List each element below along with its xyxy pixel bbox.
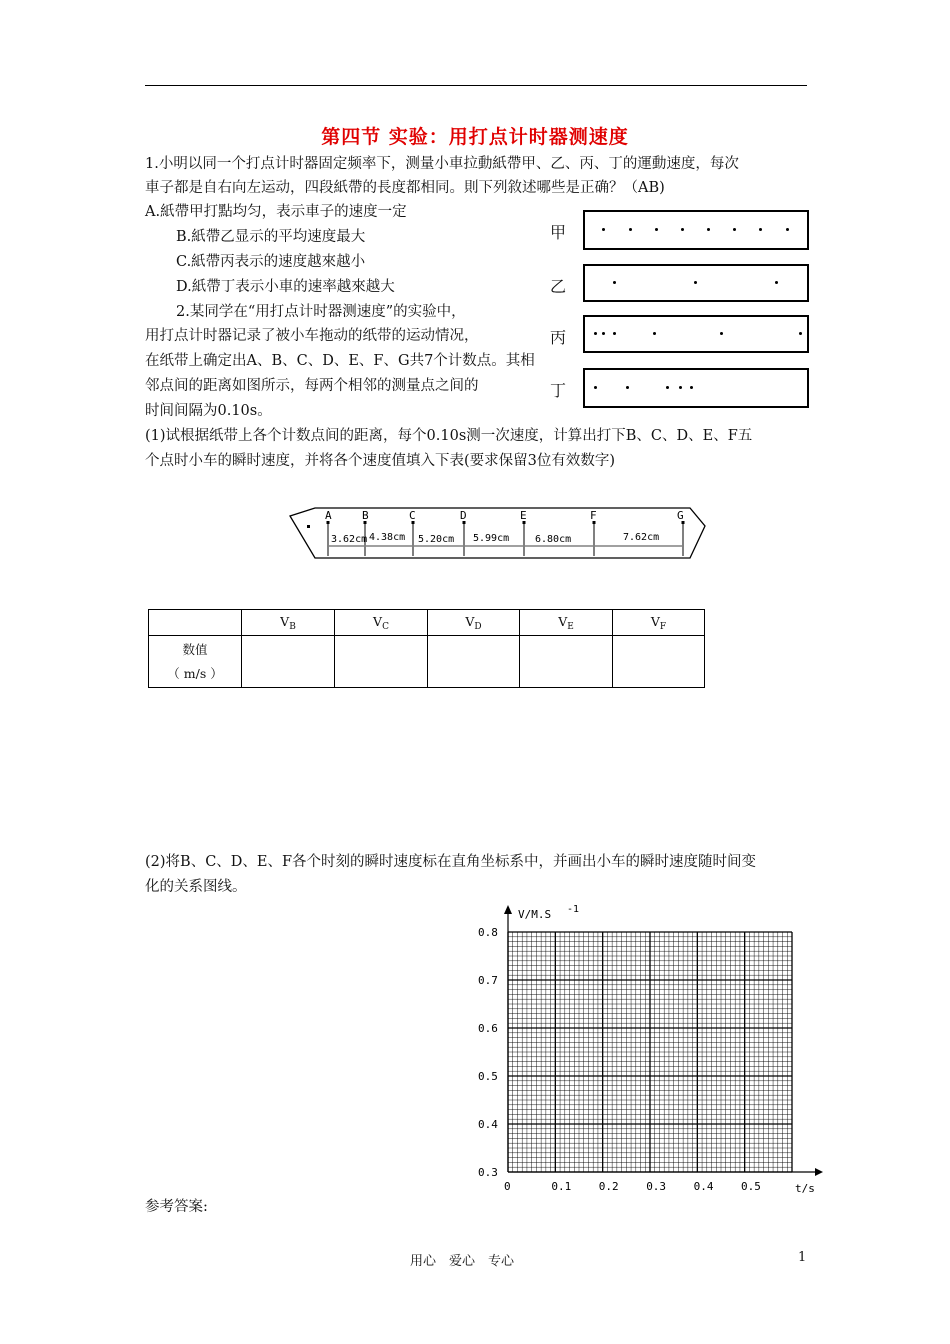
q2-part2-line-2: 化的关系图线。 <box>145 879 247 895</box>
table-row-label <box>149 636 242 688</box>
page-title: 第四节 实验：用打点计时器测速度 <box>321 126 629 148</box>
strip-label-b: B <box>362 509 369 522</box>
q2-part1-line-2: 个点时小车的瞬时速度，并将各个速度值填入下表(要求保留3位有效数字) <box>145 453 616 469</box>
velocity-time-graph <box>470 900 825 1200</box>
q1-line-1: 1.小明以同一个打点计时器固定频率下，测量小車拉動紙帶甲、乙、丙、丁的運動速度，每次 <box>145 156 739 172</box>
tape-dot <box>613 332 616 335</box>
tape-dot <box>733 228 736 231</box>
q2-intro-2: 用打点计时器记录了被小车拖动的纸带的运动情况， <box>145 328 479 344</box>
strip-distance-ab: 3.62cm <box>331 534 368 545</box>
q2-intro-5: 时间间隔为0.10s。 <box>145 403 272 419</box>
table-cell-vf[interactable] <box>613 636 705 688</box>
tape-dot <box>786 228 789 231</box>
y-tick-label: 0.4 <box>478 1118 498 1131</box>
x-tick-label: 0.1 <box>551 1180 572 1193</box>
tape-label-bing: 丙 <box>550 328 567 347</box>
strip-distance-ef: 6.80cm <box>535 534 572 545</box>
tape-dot <box>629 228 632 231</box>
q2-part1-line-1: (1)试根据纸带上各个计数点间的距离，每个0.10s测一次速度，计算出打下B、C、D、E、F五 <box>145 428 753 444</box>
tape-dot <box>707 228 710 231</box>
y-tick-label: 0.6 <box>478 1022 498 1035</box>
table-corner <box>149 610 242 636</box>
tape-dot <box>602 332 605 335</box>
strip-distance-fg: 7.62cm <box>623 532 660 543</box>
tape-dot <box>720 332 723 335</box>
y-axis-arrow-icon <box>504 905 512 914</box>
tape-dot <box>602 228 605 231</box>
tape-dot <box>775 281 778 284</box>
ticker-strip <box>285 500 715 570</box>
tape-dot <box>655 228 658 231</box>
tape-dot <box>799 332 802 335</box>
tape-jia <box>583 210 809 250</box>
q1-option-c: C.紙帶丙表示的速度越來越小 <box>176 254 366 270</box>
strip-label-a: A <box>325 509 332 522</box>
answer-label: 参考答案: <box>145 1199 208 1215</box>
tape-dot <box>690 386 693 389</box>
tape-dot <box>626 386 629 389</box>
table-cell-vc[interactable] <box>335 636 428 688</box>
tape-dot <box>679 386 682 389</box>
table-cell-vd[interactable] <box>428 636 520 688</box>
q1-option-b: B.紙帶乙显示的平均速度最大 <box>176 229 366 245</box>
tape-label-yi: 乙 <box>550 277 567 296</box>
x-tick-label: 0 <box>504 1180 511 1193</box>
strip-label-e: E <box>520 509 527 522</box>
y-tick-label: 0.5 <box>478 1070 498 1083</box>
table-header-vb: $V_B$ <box>242 610 335 636</box>
table-header-vd: $V_D$ <box>428 610 520 636</box>
tape-dot <box>666 386 669 389</box>
strip-distance-bc: 4.38cm <box>369 532 406 543</box>
q2-intro-1: 2.某同学在“用打点计时器测速度”的实验中， <box>176 304 466 320</box>
x-tick-label: 0.5 <box>741 1180 761 1193</box>
x-axis-arrow-icon <box>815 1168 823 1176</box>
x-axis-label: t/s <box>795 1182 815 1195</box>
tape-yi <box>583 264 809 302</box>
table-header-ve: $V_E$ <box>520 610 613 636</box>
x-tick-label: 0.4 <box>693 1180 714 1193</box>
strip-distance-cd: 5.20cm <box>418 534 455 545</box>
strip-label-c: C <box>409 509 416 522</box>
q2-part2-line-1: (2)将B、C、D、E、F各个时刻的瞬时速度标在直角坐标系中，并画出小车的瞬时速度随时间变 <box>145 854 757 870</box>
tape-dot <box>594 386 597 389</box>
row-label-unit: （ m/s ） <box>167 665 223 681</box>
y-tick-label: 0.3 <box>478 1166 498 1179</box>
tape-dot <box>694 281 697 284</box>
tape-dot <box>594 332 597 335</box>
y-tick-label: 0.7 <box>478 974 498 987</box>
header-rule <box>145 85 807 86</box>
x-tick-label: 0.2 <box>598 1180 619 1193</box>
table-cell-ve[interactable] <box>520 636 613 688</box>
tape-dot <box>681 228 684 231</box>
strip-label-d: D <box>460 509 467 522</box>
strip-label-g: G <box>677 509 684 522</box>
tape-dot <box>613 281 616 284</box>
q2-intro-3: 在纸带上确定出A、B、C、D、E、F、G共7个计数点。其相 <box>145 353 535 369</box>
y-axis-exponent: -1 <box>567 904 580 915</box>
tape-label-ding: 丁 <box>550 381 567 400</box>
tape-label-jia: 甲 <box>550 223 567 242</box>
x-tick-label: 0.3 <box>646 1180 667 1193</box>
y-tick-label: 0.8 <box>478 926 498 939</box>
q1-line-2: 車子都是自右向左运动，四段紙帶的長度都相同。則下列敘述哪些是正确？（AB) <box>145 180 665 196</box>
table-header-vf: $V_F$ <box>613 610 705 636</box>
strip-distance-de: 5.99cm <box>473 533 510 544</box>
velocity-table <box>148 609 705 688</box>
page-number: 1 <box>798 1250 807 1265</box>
footer-motto: 用心 爱心 专心 <box>410 1254 515 1269</box>
tape-ding <box>583 368 809 408</box>
tape-dot <box>653 332 656 335</box>
q1-option-a: A.紙帶甲打點均匀，表示車子的速度一定 <box>145 204 407 220</box>
strip-label-f: F <box>590 509 597 522</box>
table-cell-vb[interactable] <box>242 636 335 688</box>
table-header-vc: $V_C$ <box>335 610 428 636</box>
tape-dot <box>759 228 762 231</box>
q2-intro-4: 邻点间的距离如图所示，每两个相邻的测量点之间的 <box>145 378 479 394</box>
q1-option-d: D.紙帶丁表示小車的速率越來越大 <box>176 279 395 295</box>
row-label-value: 数值 <box>182 641 208 657</box>
y-axis-label: V/M.S <box>518 908 552 921</box>
tape-bing <box>583 315 809 353</box>
